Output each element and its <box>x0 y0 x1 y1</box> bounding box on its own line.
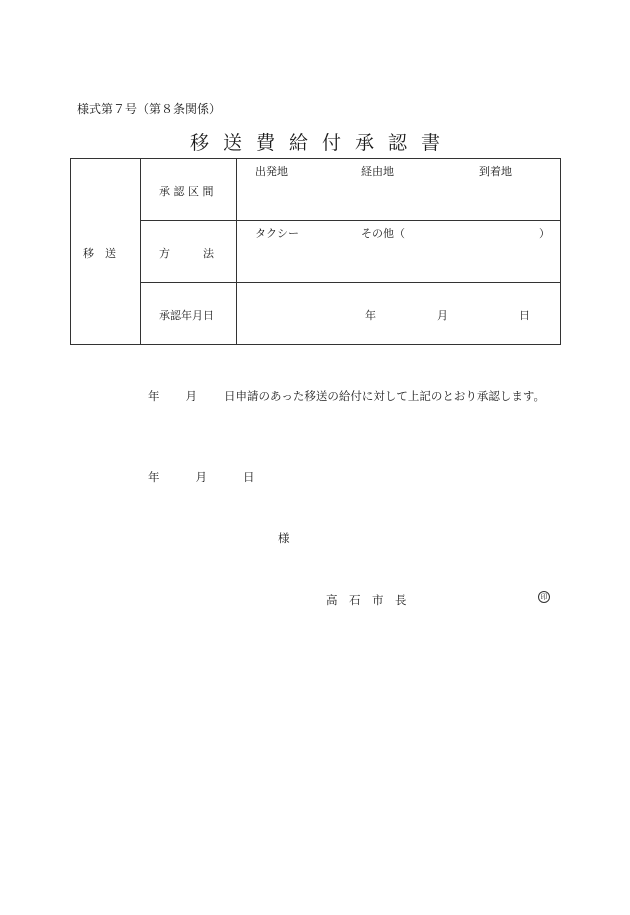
method-cell[interactable] <box>237 221 561 283</box>
issuer-name: 高 石 市 長 <box>326 593 407 607</box>
via-label: 経由地 <box>361 165 394 178</box>
row-label-cell <box>141 221 237 283</box>
year-label: 年 <box>365 309 376 322</box>
approval-statement <box>148 388 545 404</box>
statement-year: 年 <box>148 389 160 403</box>
arrival-label: 到着地 <box>479 165 512 178</box>
issue-day: 日 <box>243 470 255 484</box>
document-title: 移送費給付承認書 <box>189 132 454 154</box>
issue-month: 月 <box>195 470 207 484</box>
other-close-paren: ） <box>539 227 550 240</box>
day-label: 日 <box>519 309 530 322</box>
other-label: その他（ <box>361 227 405 240</box>
issue-year: 年 <box>148 470 160 484</box>
row-label-cell <box>141 283 237 345</box>
row-label-method: 方 法 <box>159 247 214 260</box>
taxi-label: タクシー <box>255 227 299 240</box>
approval-table <box>70 158 561 345</box>
month-label: 月 <box>437 309 448 322</box>
statement-text: 日申請のあった移送の給付に対して上記のとおり承認します。 <box>224 389 545 403</box>
addressee: 様 <box>278 531 290 545</box>
group-cell <box>71 159 141 345</box>
form-reference: 様式第７号（第８条関係） <box>77 102 222 116</box>
statement-month: 月 <box>185 389 197 403</box>
group-label: 移 送 <box>83 247 116 260</box>
issue-date <box>148 469 255 485</box>
row-label-section: 承 認 区 間 <box>159 185 214 198</box>
seal-icon: 印 <box>538 591 550 603</box>
row-label-date: 承認年月日 <box>159 309 214 322</box>
row-label-cell <box>141 159 237 221</box>
approval-date-cell[interactable] <box>237 283 561 345</box>
route-cell[interactable] <box>237 159 561 221</box>
departure-label: 出発地 <box>255 165 288 178</box>
